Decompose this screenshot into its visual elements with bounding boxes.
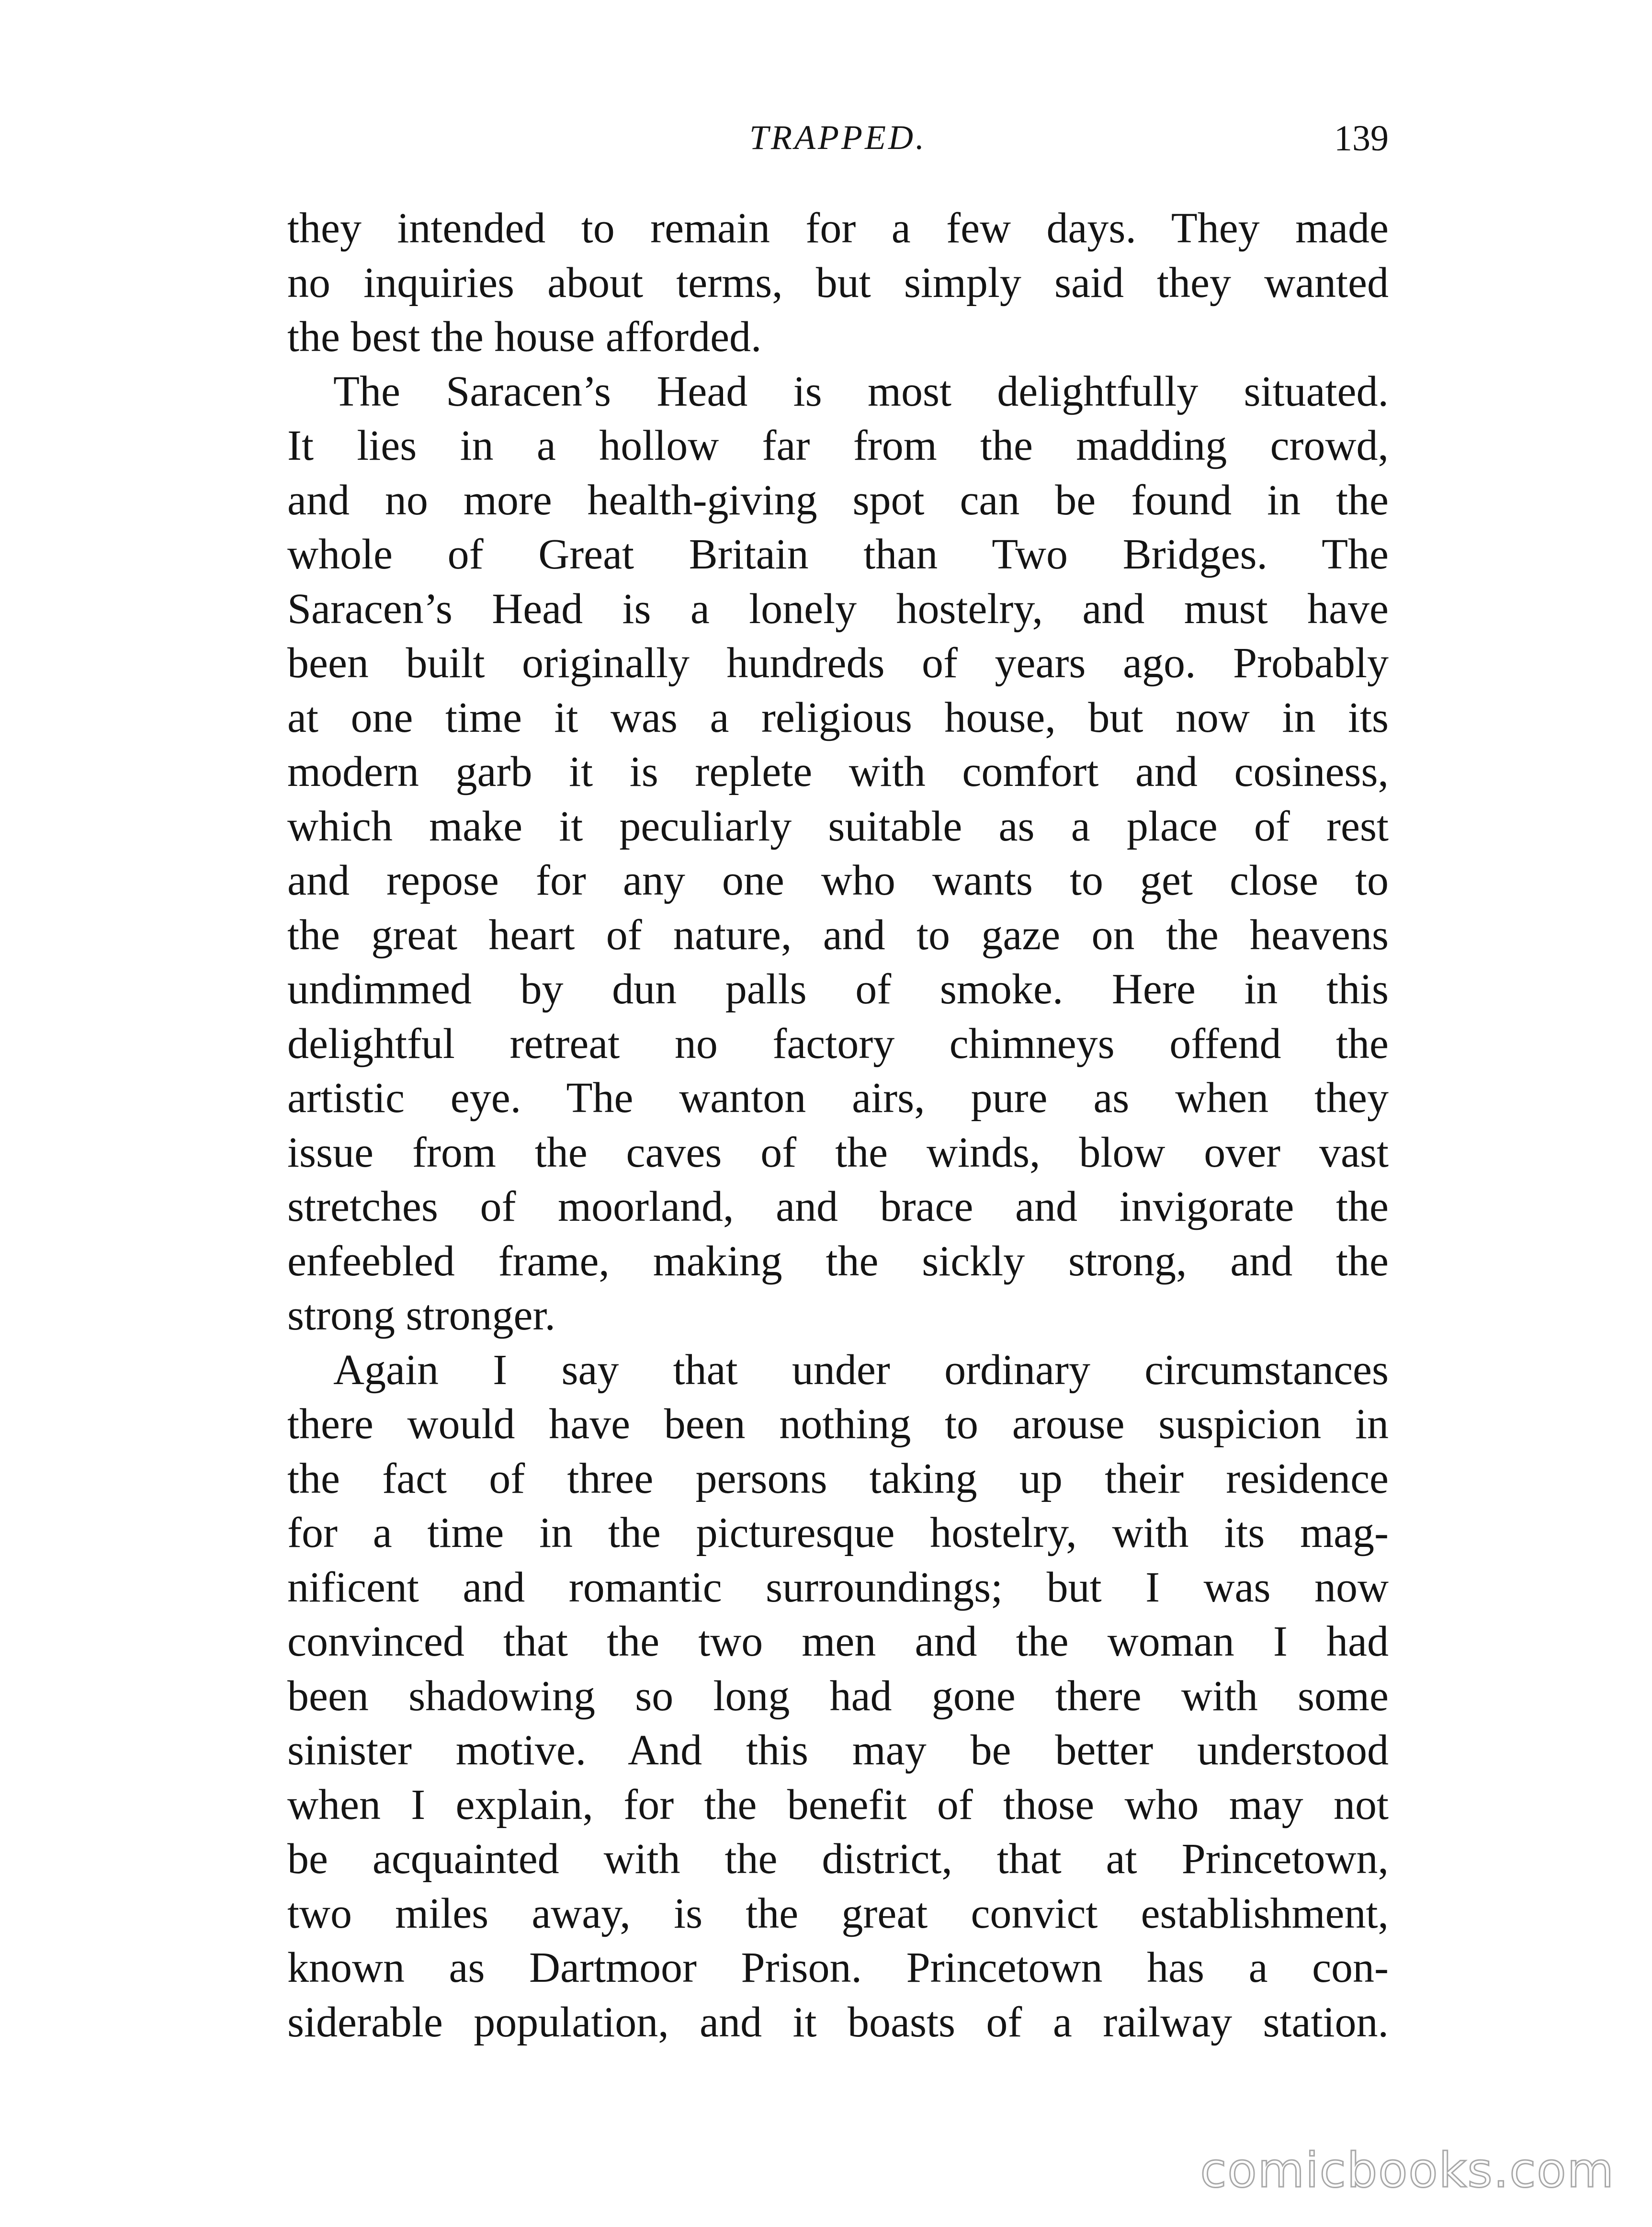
text-line: strong stronger. bbox=[287, 1292, 555, 1339]
text-line: and no more health-giving spot can be found in the bbox=[287, 476, 1389, 524]
text-line: they intended to remain for a few days. They made bbox=[287, 205, 1389, 252]
paragraph-start-line: The Saracen’s Head is most delightfully situated. bbox=[333, 367, 1389, 415]
running-title: TRAPPED. bbox=[749, 118, 927, 157]
text-line: at one time it was a religious house, but now in its bbox=[287, 693, 1389, 741]
text-line: be acquainted with the district, that at Princetown, bbox=[287, 1835, 1389, 1883]
page-number: 139 bbox=[1334, 118, 1389, 159]
text-line: convinced that the two men and the woman I had bbox=[287, 1618, 1389, 1665]
text-line: when I explain, for the benefit of those who may not bbox=[287, 1781, 1389, 1829]
text-line: modern garb it is replete with comfort and cosiness, bbox=[287, 748, 1389, 795]
text-line: siderable population, and it boasts of a railway station. bbox=[287, 1998, 1389, 2046]
text-line: the best the house afforded. bbox=[287, 313, 762, 361]
text-line: It lies in a hollow far from the madding crowd, bbox=[287, 422, 1389, 469]
text-line: enfeebled frame, making the sickly strong, and the bbox=[287, 1237, 1389, 1285]
text-line: undimmed by dun palls of smoke. Here in this bbox=[287, 966, 1389, 1013]
text-line: stretches of moorland, and brace and invigorate the bbox=[287, 1183, 1389, 1230]
text-line: delightful retreat no factory chimneys offend the bbox=[287, 1020, 1389, 1068]
text-line: which make it peculiarly suitable as a place of rest bbox=[287, 802, 1389, 850]
watermark-logo: comicbooks.com bbox=[1200, 2142, 1615, 2198]
body-text bbox=[287, 201, 1389, 2049]
text-line: been shadowing so long had gone there with some bbox=[287, 1672, 1389, 1720]
text-line: whole of Great Britain than Two Bridges. The bbox=[287, 531, 1389, 578]
paragraph-start-line: Again I say that under ordinary circumstances bbox=[333, 1346, 1389, 1394]
running-head bbox=[287, 118, 1389, 170]
text-line: the great heart of nature, and to gaze on the heavens bbox=[287, 911, 1389, 959]
text-line: for a time in the picturesque hostelry, with its mag- bbox=[287, 1509, 1389, 1557]
text-line: issue from the caves of the winds, blow over vast bbox=[287, 1128, 1389, 1176]
text-line: the fact of three persons taking up their residence bbox=[287, 1454, 1389, 1502]
text-line: and repose for any one who wants to get close to bbox=[287, 857, 1389, 904]
text-line: no inquiries about terms, but simply said they wanted bbox=[287, 259, 1389, 307]
text-line: nificent and romantic surroundings; but I was now bbox=[287, 1563, 1389, 1611]
text-line: two miles away, is the great convict establishment, bbox=[287, 1889, 1389, 1937]
text-line: Saracen’s Head is a lonely hostelry, and must have bbox=[287, 585, 1389, 633]
text-line: sinister motive. And this may be better understood bbox=[287, 1727, 1389, 1774]
text-line: known as Dartmoor Prison. Princetown has a con- bbox=[287, 1944, 1389, 1991]
text-line: artistic eye. The wanton airs, pure as when they bbox=[287, 1074, 1389, 1122]
text-line: been built originally hundreds of years ago. Probably bbox=[287, 639, 1389, 687]
text-line: there would have been nothing to arouse suspicion in bbox=[287, 1400, 1389, 1448]
